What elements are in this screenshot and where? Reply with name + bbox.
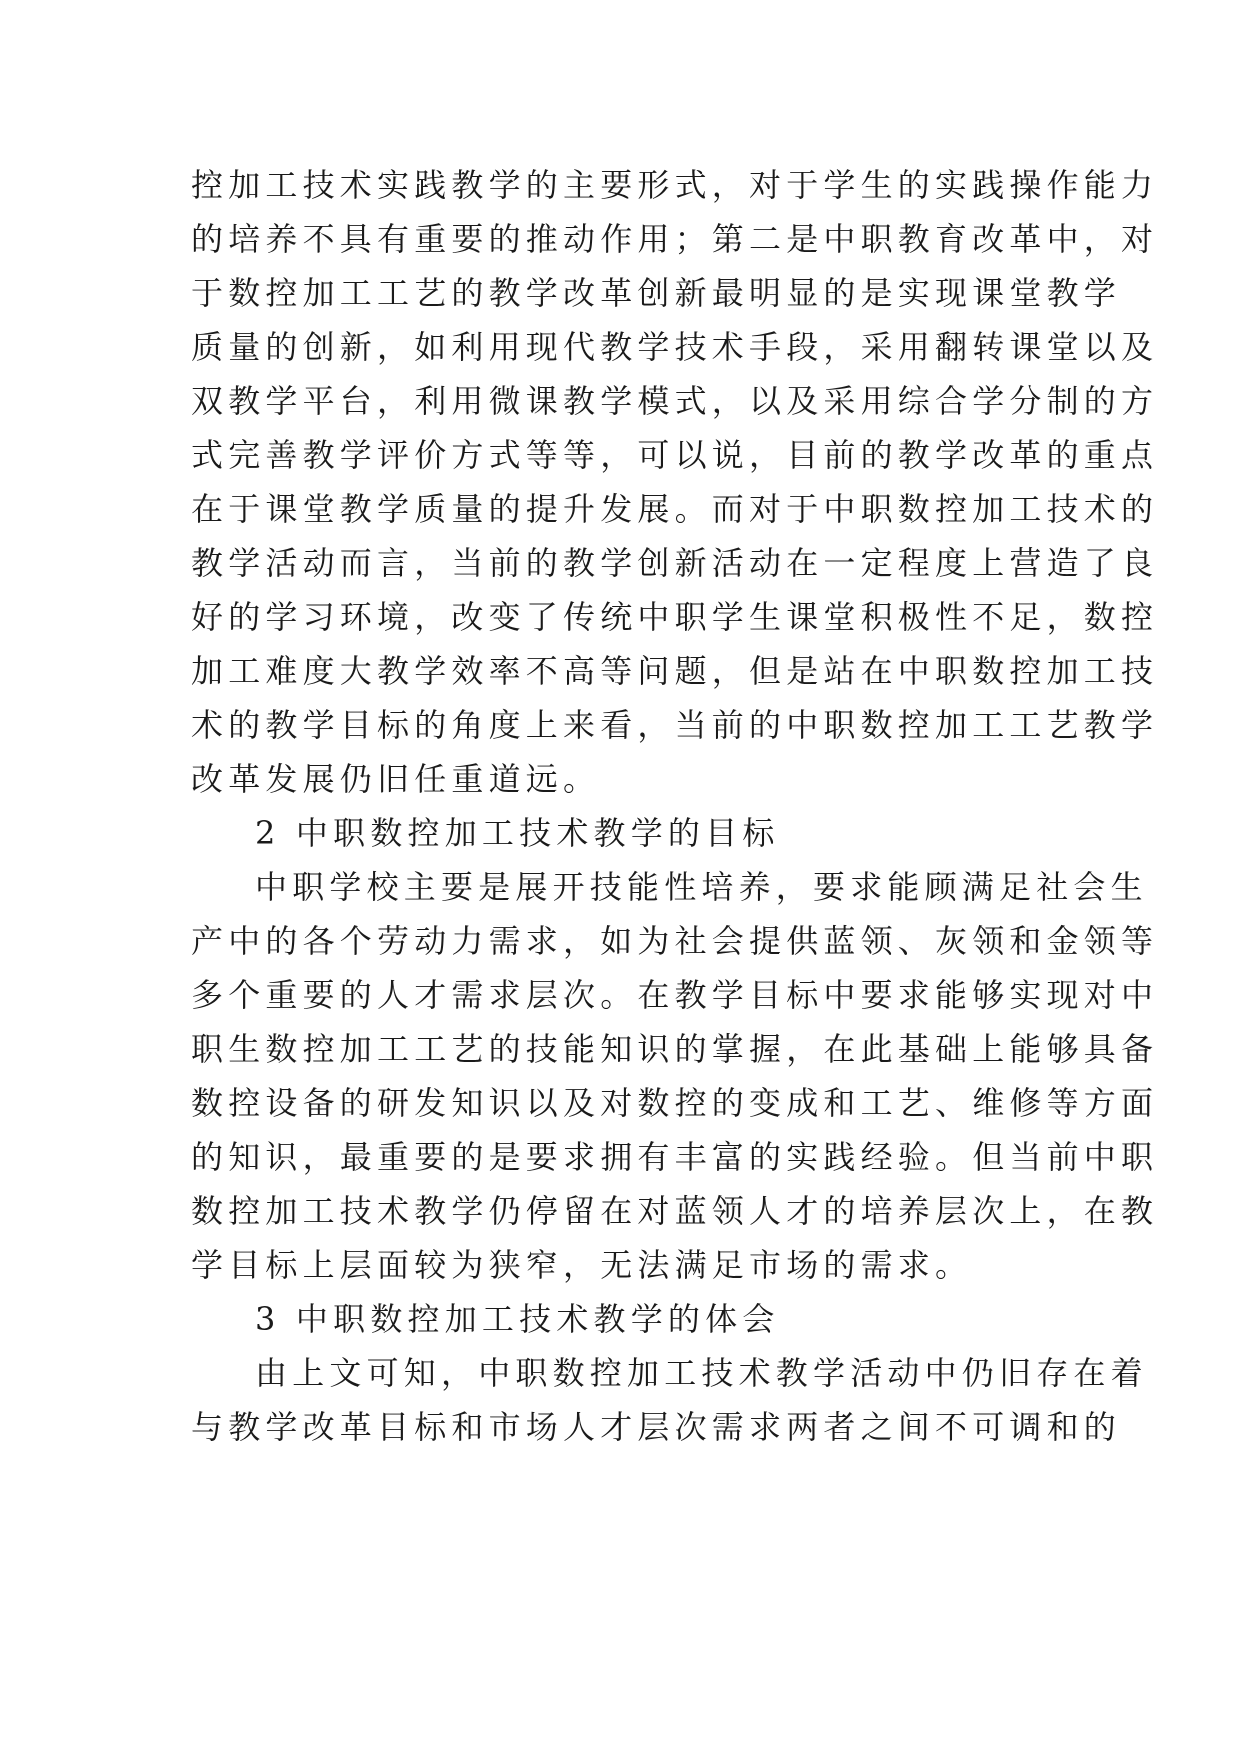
text-line: 教学活动而言，当前的教学创新活动在一定程度上营造了良 (191, 544, 1159, 582)
paragraph-3 (191, 1346, 1148, 1454)
text-line: 与教学改革目标和市场人才层次需求两者之间不可调和的 (191, 1408, 1122, 1446)
text-line: 式完善教学评价方式等等，可以说，目前的教学改革的重点 (191, 436, 1159, 474)
text-line: 双教学平台，利用微课教学模式，以及采用综合学分制的方 (191, 382, 1159, 420)
text-line: 在于课堂教学质量的提升发展。而对于中职数控加工技术的 (191, 490, 1159, 528)
section-heading-2 (191, 806, 1051, 860)
text-line: 改革发展仍旧任重道远。 (191, 760, 601, 798)
text-line: 职生数控加工工艺的技能知识的掌握，在此基础上能够具备 (191, 1030, 1159, 1068)
text-line: 控加工技术实践教学的主要形式，对于学生的实践操作能力 (191, 166, 1159, 204)
text-line: 的培养不具有重要的推动作用；第二是中职教育改革中，对 (191, 220, 1159, 258)
text-line: 数控加工技术教学仍停留在对蓝领人才的培养层次上，在教 (191, 1192, 1159, 1230)
heading-text: 3 中职数控加工技术教学的体会 (255, 1300, 780, 1338)
text-line: 数控设备的研发知识以及对数控的变成和工艺、维修等方面 (191, 1084, 1159, 1122)
document-body (191, 158, 1159, 1454)
paragraph-2 (191, 860, 1159, 1292)
text-line: 由上文可知，中职数控加工技术教学活动中仍旧存在着 (255, 1354, 1148, 1392)
text-line: 产中的各个劳动力需求，如为社会提供蓝领、灰领和金领等 (191, 922, 1159, 960)
heading-text: 2 中职数控加工技术教学的目标 (255, 814, 780, 852)
text-line: 中职学校主要是展开技能性培养，要求能顾满足社会生 (255, 868, 1148, 906)
text-line: 多个重要的人才需求层次。在教学目标中要求能够实现对中 (191, 976, 1159, 1014)
text-line: 于数控加工工艺的教学改革创新最明显的是实现课堂教学 (191, 274, 1122, 312)
text-line: 质量的创新，如利用现代教学技术手段，采用翻转课堂以及 (191, 328, 1159, 366)
text-line: 加工难度大教学效率不高等问题，但是站在中职数控加工技 (191, 652, 1159, 690)
section-heading-3 (191, 1292, 1051, 1346)
text-line: 好的学习环境，改变了传统中职学生课堂积极性不足，数控 (191, 598, 1159, 636)
paragraph-1 (191, 158, 1159, 806)
text-line: 学目标上层面较为狭窄，无法满足市场的需求。 (191, 1246, 973, 1284)
text-line: 的知识，最重要的是要求拥有丰富的实践经验。但当前中职 (191, 1138, 1159, 1176)
text-line: 术的教学目标的角度上来看，当前的中职数控加工工艺教学 (191, 706, 1159, 744)
